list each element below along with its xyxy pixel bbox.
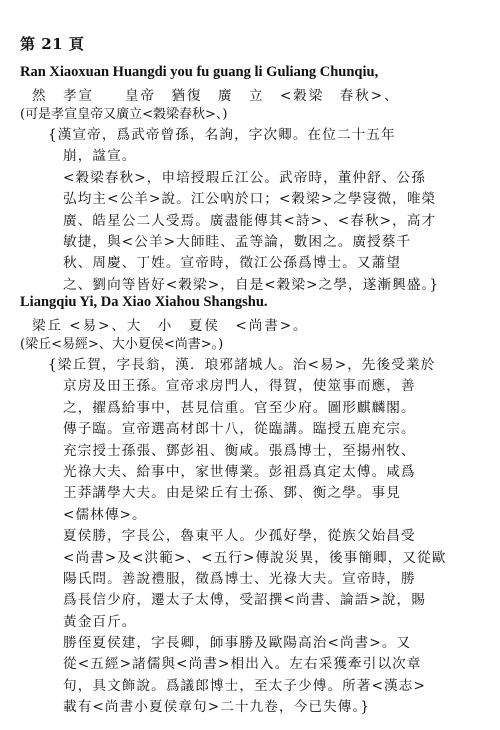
section-1 (20, 64, 485, 296)
commentary-line: 載有<尚書小夏侯章句>二十九卷，今已失傳。} (63, 699, 371, 716)
commentary-line: 光祿大夫、給事中，家世傳業。彭祖爲真定太傅。咸爲 (63, 463, 416, 480)
chinese-line: 梁丘 <易>、大 小 夏侯 <尚書>。 (32, 318, 309, 334)
commentary-line: 充宗授士孫張、鄧彭祖、衡咸。張爲博士，至揚州牧、 (63, 442, 416, 459)
commentary-line: 之，擢爲給事中，甚見信重。官至少府。圖形麒麟閣。 (63, 399, 416, 416)
commentary-line: {漢宣帝，爲武帝曾孫，名詢，字次卿。在位二十五年 (48, 127, 396, 143)
translation-line: (梁丘<易經>、大小夏侯<尚書>。) (20, 337, 224, 352)
commentary-line: 敏捷，與<公羊>大師眭、孟等論，數困之。廣授蔡千 (63, 233, 412, 250)
commentary-line: 從<五經>諸儒與<尚書>相出入。左右采獲牽引以次章 (63, 656, 422, 673)
commentary-line: 黃金百斤。 (63, 613, 137, 630)
section-2 (20, 294, 485, 719)
commentary-line: <尚書>及<洪範>、<五行>傳說災異，後事簡卿，又從歐 (63, 549, 447, 566)
commentary-line: 廣、皓星公二人受焉。廣盡能傳其<詩>、<春秋>，高才 (63, 212, 437, 229)
commentary-line: 陽氏問。善說禮服，徵爲博士、光祿大夫。宣帝時，勝 (63, 570, 416, 587)
commentary-line: 傳子臨。宣帝選高材郎十八，從臨講。臨授五鹿充宗。 (63, 421, 416, 438)
pinyin-line: Ran Xiaoxuan Huangdi you fu guang li Guliang Chunqiu, (20, 64, 379, 80)
commentary-line: 崩，諡宣。 (63, 148, 137, 165)
translation-line: (可是孝宣皇帝又廣立<穀梁春秋>、) (20, 107, 228, 122)
commentary-line: 秋、周慶、丁姓。宣帝時，徵江公孫爲博士。又蕭望 (63, 255, 401, 272)
commentary-line: 爲長信少府，遷太子太傅，受詔撰<尚書、論語>說，賜 (63, 592, 426, 609)
commentary-line: 夏侯勝，字長公，魯東平人。少孤好學，從族父始昌受 (63, 528, 416, 545)
page-title: 第 21 頁 (20, 35, 85, 53)
commentary-line: {梁丘賀，字長翁，漢．琅邪諸城人。治<易>，先後受業於 (48, 357, 436, 373)
chinese-line: 然 孝宣 皇帝 猶復 廣 立 <穀梁 春秋>、 (32, 88, 400, 104)
commentary-line: 句，具文飾說。爲議郎博士，至太子少傅。所著<漢志> (63, 677, 426, 694)
pinyin-line: Liangqiu Yi, Da Xiao Xiahou Shangshu. (20, 294, 268, 310)
commentary-line: <穀梁春秋>，申培授瑕丘江公。武帝時，董仲舒、公孫 (63, 169, 426, 186)
commentary-line: 勝侄夏侯建，字長卿，師事勝及歐陽高治<尚書>。又 (63, 635, 412, 652)
commentary-line: 京房及田王孫。宣帝求房門人，得賀，使筮事而應，善 (63, 378, 416, 395)
commentary-line: <儒林傳>。 (63, 506, 147, 523)
commentary-line: 王莽講學大夫。由是梁丘有士孫、鄧、衡之學。事見 (63, 485, 401, 502)
commentary-line: 之、劉向等皆好<穀梁>，自是<穀梁>之學，遂漸興盛。} (63, 276, 440, 293)
commentary-line: 弘均主<公羊>說。江公吶於口；<穀梁>之學寖微，唯榮 (63, 191, 437, 208)
